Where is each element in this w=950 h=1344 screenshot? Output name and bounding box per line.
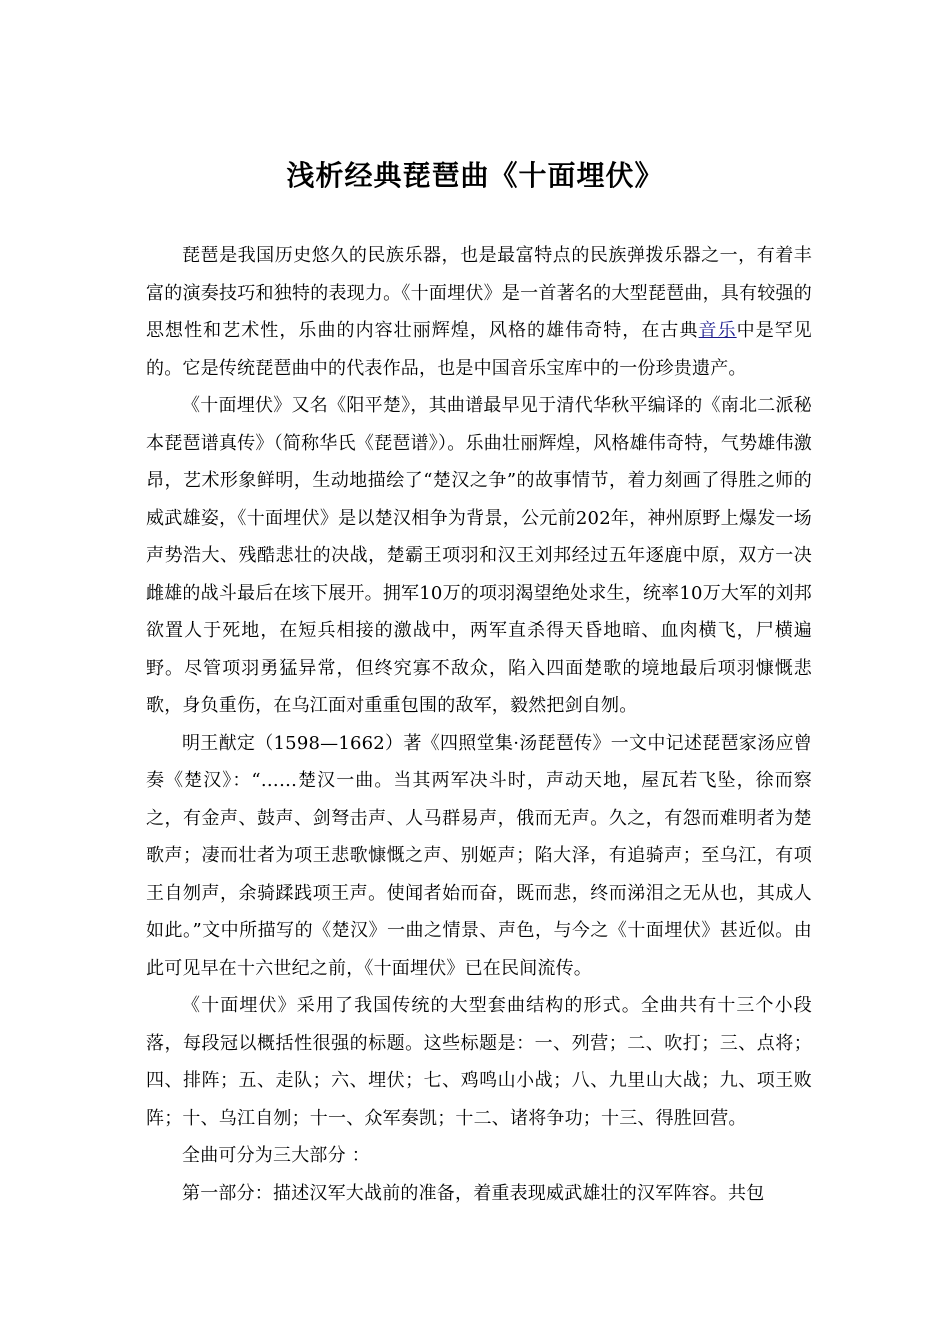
paragraph-4: 《十面埋伏》采用了我国传统的大型套曲结构的形式。全曲共有十三个小段落，每段冠以概括性很强的标题。这些标题是：一、列营；二、吹打；三、点将；四、排阵；五、走队；六、埋伏；七、鸡鸣山小战；八、九里山大战；九、项王败阵；十、乌江自刎；十一、众军奏凯；十二、诸将争功；十三、得胜回营。 (146, 995, 812, 1129)
paragraph-6: 第一部分：描述汉军大战前的准备，着重表现威武雄壮的汉军阵容。共包 (182, 1182, 765, 1204)
paragraph-3: 明王猷定（1598—1662）著《四照堂集·汤琵琶传》一文中记述琵琶家汤应曾奏《楚汉》：“……楚汉一曲。当其两军决斗时，声动天地，屋瓦若飞坠，徐而察之，有金声、鼓声、剑弩击声、人马群易声，俄而无声。久之，有怨而难明者为楚歌声；凄而壮者为项王悲歌慷慨之声、别姬声；陷大泽，有追骑声；至乌江，有项王自刎声，余骑蹂践项王声。使闻者始而奋，既而悲，终而涕泪之无从也，其成人如此。”文中所描写的《楚汉》一曲之情景、声色，与今之《十面埋伏》甚近似。由此可见早在十六世纪之前，《十面埋伏》已在民间流传。 (146, 732, 812, 979)
music-link[interactable]: 音乐 (698, 320, 737, 341)
paragraph-1 (146, 237, 812, 387)
paragraph-2: 《十面埋伏》又名《阳平楚》，其曲谱最早见于清代华秋平编译的《南北二派秘本琵琶谱真传》（简称华氏《琵琶谱》）。乐曲壮丽辉煌，风格雄伟奇特，气势雄伟激昂，艺术形象鲜明，生动地描绘了“楚汉之争”的故事情节，着力刻画了得胜之师的威武雄姿，《十面埋伏》是以楚汉相争为背景，公元前202年，神州原野上爆发一场声势浩大、残酷悲壮的决战，楚霸王项羽和汉王刘邦经过五年逐鹿中原，双方一决雌雄的战斗最后在垓下展开。拥军10万的项羽渴望绝处求生，统率10万大军的刘邦欲置人于死地，在短兵相接的激战中，两军直杀得天昏地暗、血肉横飞，尸横遍野。尽管项羽勇猛异常，但终究寡不敌众，陷入四面楚歌的境地最后项羽慷慨悲歌，身负重伤，在乌江面对重重包围的敌军，毅然把剑自刎。 (146, 395, 812, 716)
paragraph-5: 全曲可分为三大部分 ： (182, 1145, 370, 1166)
document-body (146, 237, 812, 1212)
paragraph-1-text: 琵琶是我国历史悠久的民族乐器，也是最富特点的民族弹拨乐器之一，有着丰富的演奏技巧和独特的表现力。《十面埋伏》是一首著名的大型琵琶曲，具有较强的思想性和艺术性，乐曲的内容壮丽辉煌，风格的雄伟奇特，在古典 (146, 245, 812, 341)
paragraph-1-text-end: 中是罕见的。它是传统琵琶曲中的代表作品，也是中国音乐宝库中的一份珍贵遗产。 (146, 320, 812, 379)
document-title: 浅析经典琵琶曲《十面埋伏》 (286, 159, 664, 192)
